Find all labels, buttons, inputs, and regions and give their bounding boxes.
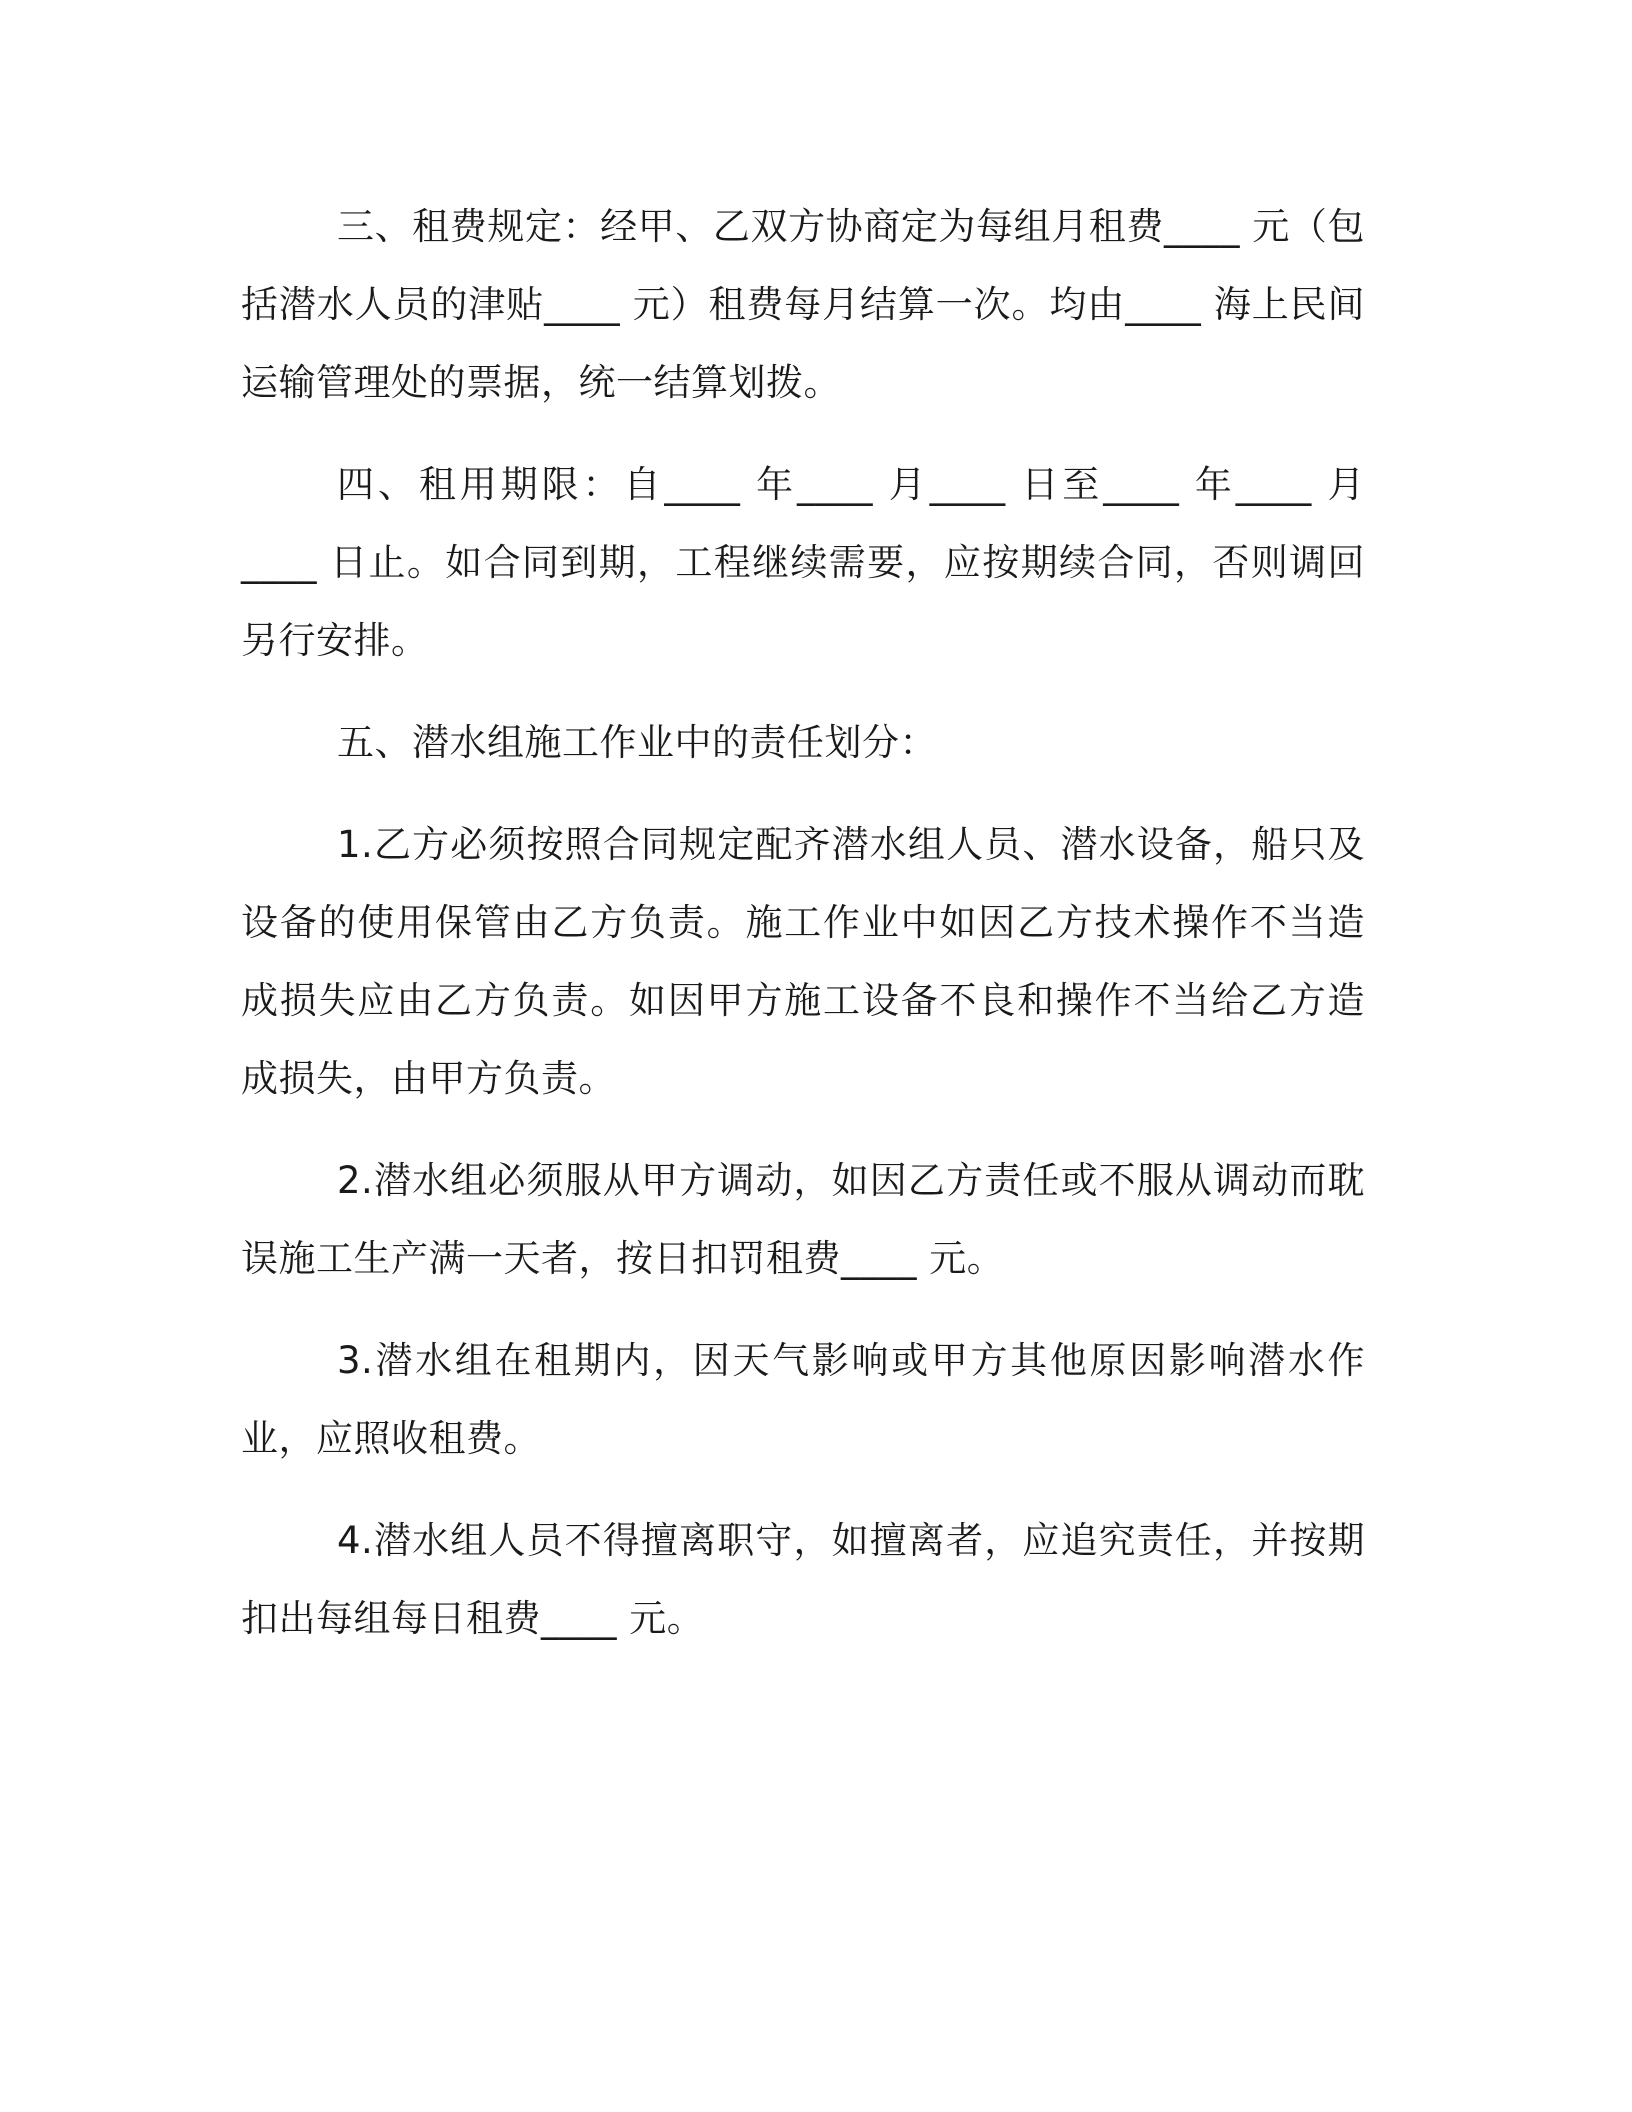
paragraph-clause-4: 4.潜水组人员不得擅离职守，如擅离者，应追究责任，并按期扣出每组每日租费____ 元。: [241, 1519, 1365, 1640]
document-body: [241, 188, 1365, 1682]
paragraph-clause-2: 2.潜水组必须服从甲方调动，如因乙方责任或不服从调动而耽误施工生产满一天者，按日扣罚租费____ 元。: [241, 1159, 1365, 1280]
paragraph-responsibility-heading: 五、潜水组施工作业中的责任划分：: [337, 721, 937, 764]
paragraph-clause-3: 3.潜水组在租期内，因天气影响或甲方其他原因影响潜水作业，应照收租费。: [241, 1339, 1365, 1460]
paragraph-lease-term: 四、租用期限：自____ 年____ 月____ 日至____ 年____ 月____ 日止。如合同到期，工程继续需要，应按期续合同，否则调回另行安排。: [241, 463, 1365, 662]
paragraph-clause-1: 1.乙方必须按照合同规定配齐潜水组人员、潜水设备，船只及设备的使用保管由乙方负责。施工作业中如因乙方技术操作不当造成损失应由乙方负责。如因甲方施工设备不良和操作不当给乙方造成损失，由甲方负责。: [241, 823, 1365, 1100]
paragraph-rent-fee: 三、租费规定：经甲、乙双方协商定为每组月租费____ 元（包括潜水人员的津贴____ 元）租费每月结算一次。均由____ 海上民间运输管理处的票据，统一结算划拨。: [241, 205, 1365, 404]
